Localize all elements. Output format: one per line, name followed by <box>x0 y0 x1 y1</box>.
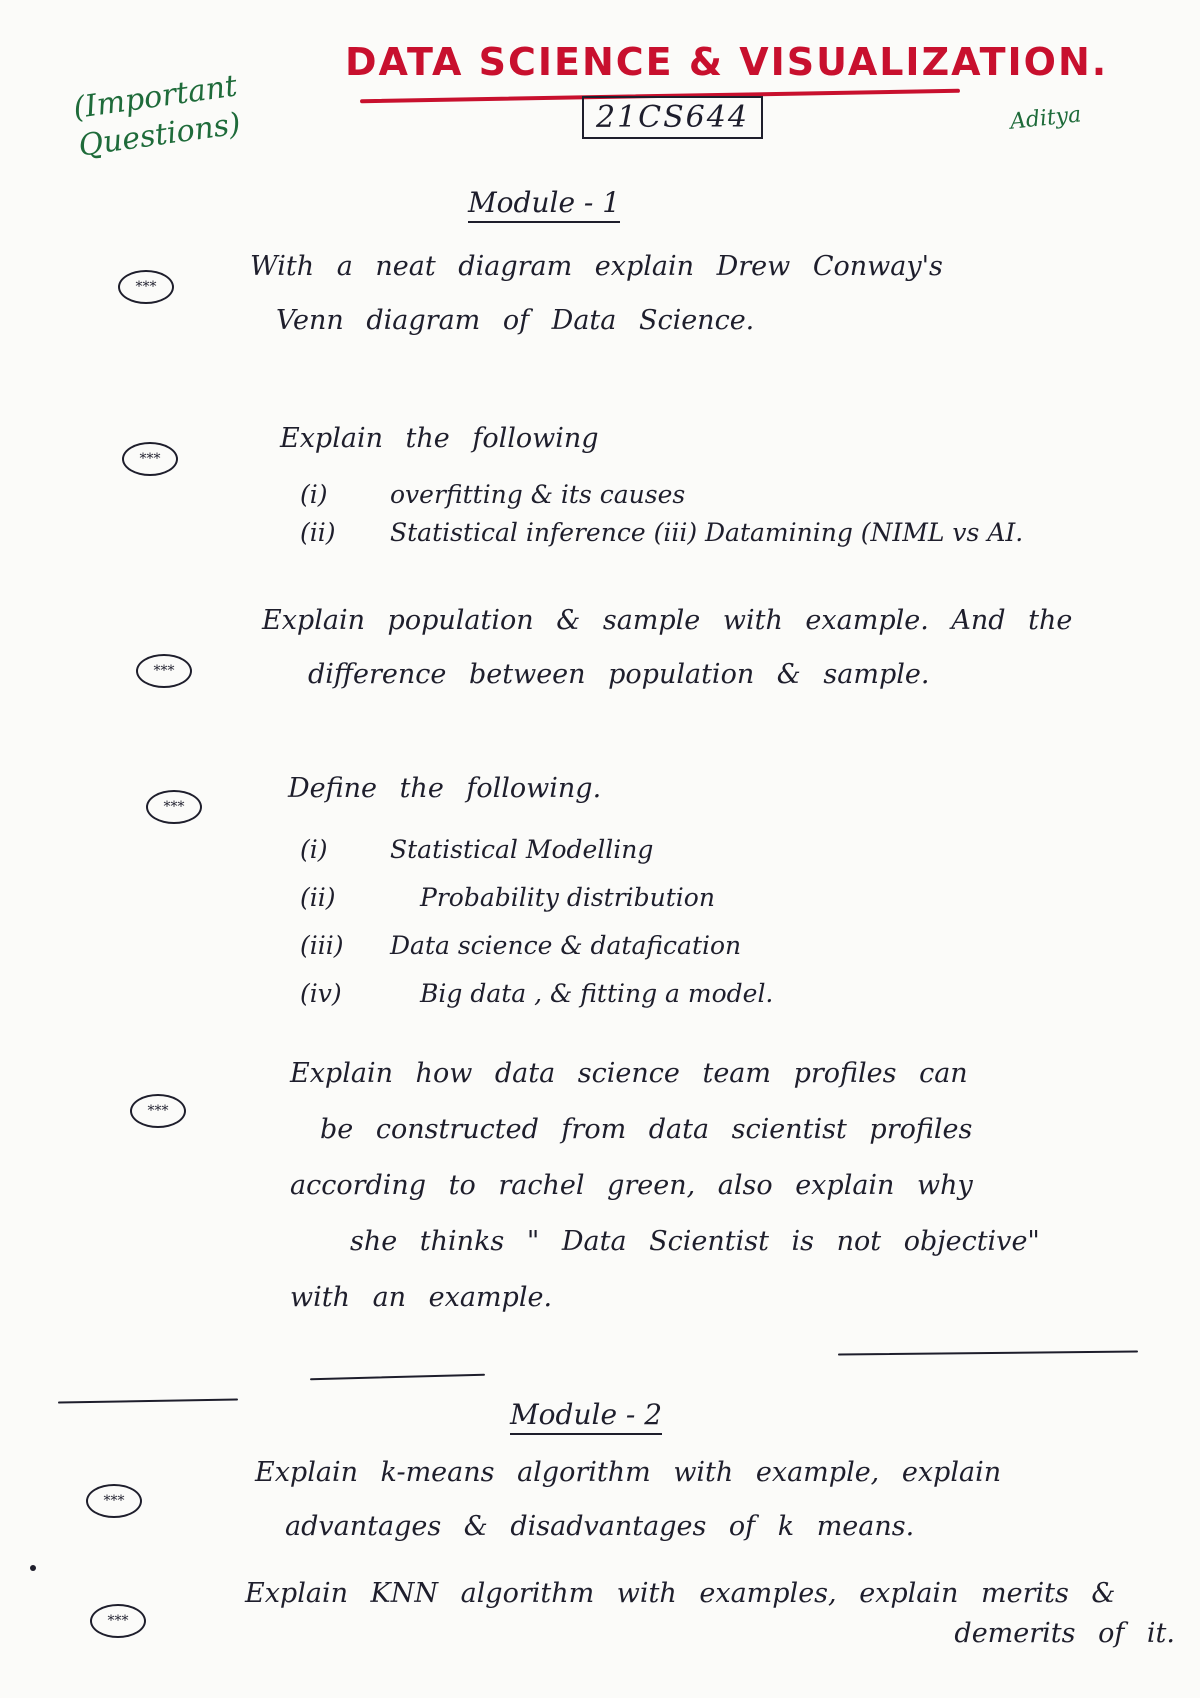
sub-item <box>300 874 1100 922</box>
question-line: difference between population & sample. <box>308 659 930 690</box>
sub-item <box>300 970 1100 1018</box>
question-line: demerits of it. <box>954 1618 1175 1649</box>
question-2 <box>280 412 1130 466</box>
sub-item-number: (ii) <box>300 518 336 547</box>
pen-dot <box>30 1565 36 1571</box>
sub-item <box>300 826 1100 874</box>
page-title: DATA SCIENCE & VISUALIZATION. <box>345 40 1109 84</box>
question-3 <box>262 594 1162 702</box>
module-1-heading: Module - 1 <box>468 186 620 223</box>
separator-line <box>310 1374 485 1381</box>
question-m2-2 <box>245 1574 1185 1654</box>
sub-item-text: Big data , & fitting a model. <box>420 979 774 1008</box>
signature: Aditya <box>1008 102 1083 135</box>
question-line: With a neat diagram explain Drew Conway's <box>250 251 943 282</box>
sub-item-number: (iv) <box>300 979 342 1008</box>
question-m2-1 <box>255 1446 1155 1554</box>
sub-item-number: (ii) <box>300 883 336 912</box>
course-code-box: 21CS644 <box>582 96 763 139</box>
question-line: Explain how data science team profiles can <box>290 1058 968 1089</box>
question-line: Explain KNN algorithm with examples, explain merits & <box>245 1578 1116 1609</box>
sub-item-text: overfitting & its causes <box>390 480 686 509</box>
sub-item-text: Probability distribution <box>420 883 715 912</box>
separator-line <box>838 1350 1138 1355</box>
module-2-heading: Module - 2 <box>510 1398 662 1435</box>
question-1 <box>250 240 1130 348</box>
question-line: Define the following. <box>288 773 602 804</box>
sub-item-text: Statistical inference (iii) Datamining (NIML vs AI. <box>390 518 1024 547</box>
sub-item-number: (i) <box>300 480 328 509</box>
question-line: she thinks " Data Scientist is not objective" <box>350 1226 1040 1257</box>
question-line: with an example. <box>290 1282 553 1313</box>
question-4-items <box>300 826 1100 1018</box>
separator-line <box>58 1398 238 1403</box>
priority-badge: *** <box>86 1484 142 1518</box>
priority-badge: *** <box>118 270 174 304</box>
question-4 <box>288 762 1088 816</box>
priority-badge: *** <box>90 1604 146 1638</box>
question-line: advantages & disadvantages of k means. <box>285 1511 915 1542</box>
priority-badge: *** <box>122 442 178 476</box>
question-line: Venn diagram of Data Science. <box>276 305 755 336</box>
question-5 <box>290 1046 1170 1326</box>
question-2-items <box>300 476 1180 552</box>
question-line: Explain the following <box>280 423 599 454</box>
sub-item <box>300 514 1180 552</box>
priority-badge: *** <box>130 1094 186 1128</box>
question-line: Explain population & sample with example. And the <box>262 605 1073 636</box>
sub-item-text: Statistical Modelling <box>390 835 654 864</box>
question-line: according to rachel green, also explain why <box>290 1170 973 1201</box>
important-questions-label: (Important Questions) <box>71 68 243 164</box>
priority-badge: *** <box>146 790 202 824</box>
sub-item-number: (iii) <box>300 931 344 960</box>
question-line: Explain k-means algorithm with example, explain <box>255 1457 1002 1488</box>
sub-item <box>300 922 1100 970</box>
question-line: be constructed from data scientist profiles <box>320 1114 973 1145</box>
sub-item <box>300 476 1180 514</box>
sub-item-text: Data science & datafication <box>390 931 742 960</box>
priority-badge: *** <box>136 654 192 688</box>
sub-item-number: (i) <box>300 835 328 864</box>
